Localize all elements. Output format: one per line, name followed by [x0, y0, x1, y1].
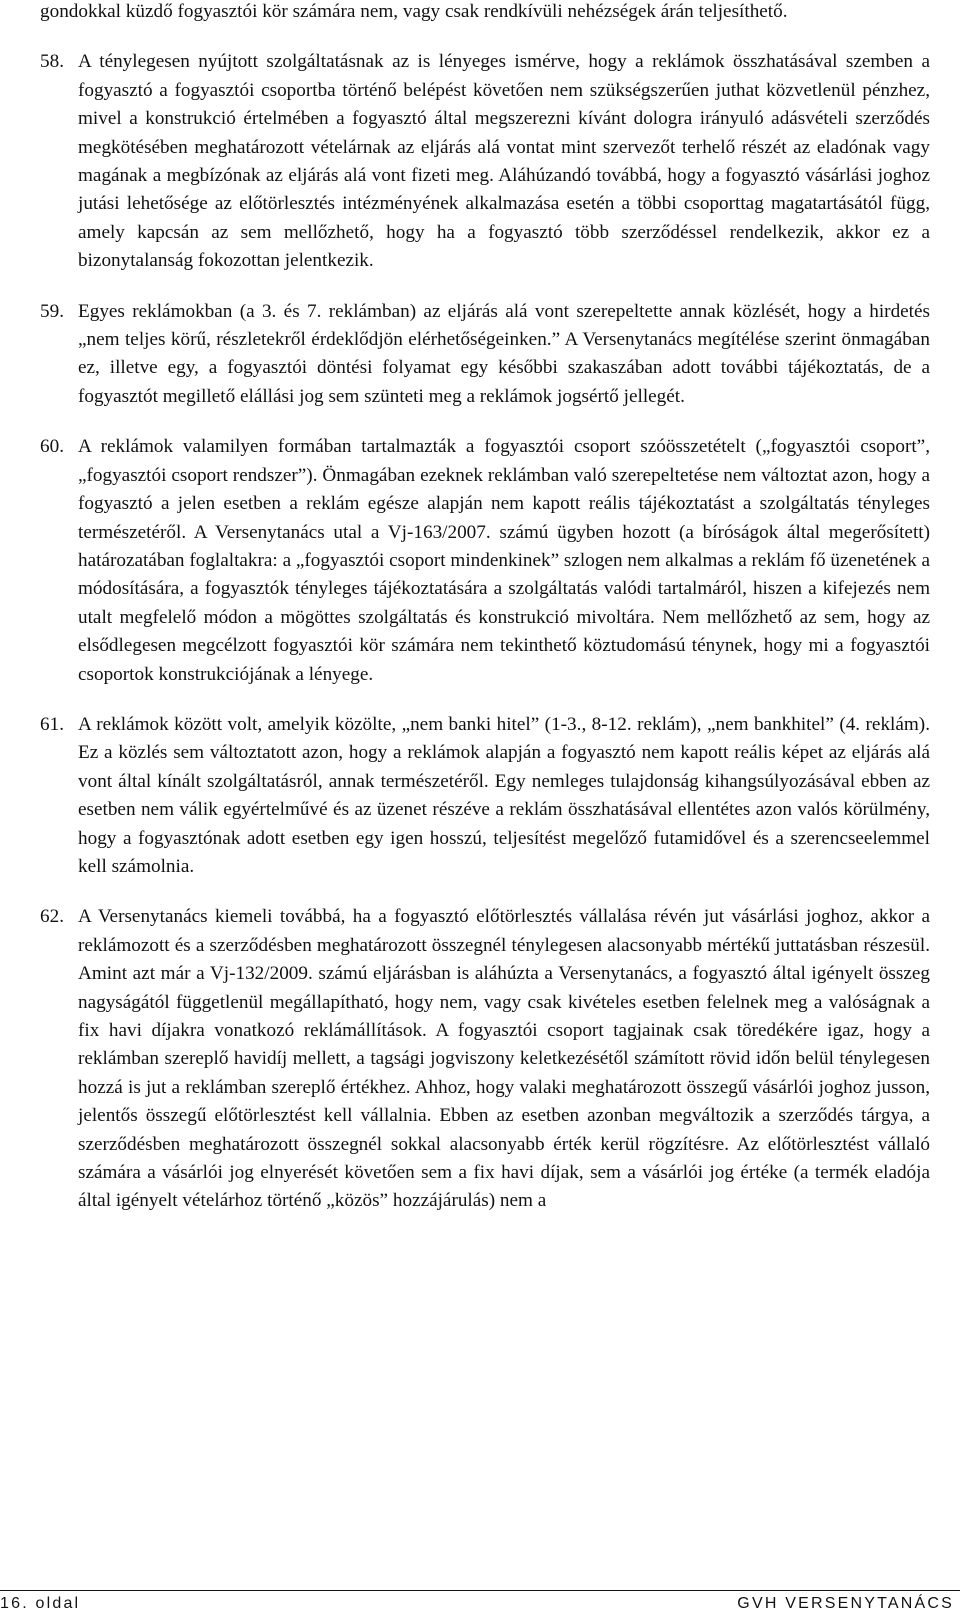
paragraph-text: A ténylegesen nyújtott szolgáltatásnak az is lényeges ismérve, hogy a reklámok összhatásával szemben a fogyasztó a fogyasztói csoportba történő belépést követően nem szükségszerűen juthat közvetlenül pénzhez, mivel a konstrukció értelmében a fogyasztó által megszerezni kívánt dologra irányuló adásvételi szerződés megkötésében meghatározott vételárnak az eljárás alá vontat mint szervezőt terhelő részét az eladónak vagy magának a megbízónak az eljárás alá vont fizeti meg. Aláhúzandó továbbá, hogy a fogyasztó vásárlási joghoz jutási lehetősége az előtörlesztés intézményének alkalmazása esetén a többi csoporttag magatartásától függ, amely kapcsán az sem mellőzhető, hogy ha a fogyasztó több szerződéssel rendelkezik, akkor ez a bizonytalanság fokozottan jelentkezik. [78, 51, 930, 272]
footer-divider [0, 1590, 960, 1591]
page-footer [0, 1590, 960, 1613]
paragraph-number: 61. [40, 713, 64, 735]
paragraph-number: 62. [40, 906, 64, 928]
intro-paragraph: gondokkal küzdő fogyasztói kör számára nem, vagy csak rendkívüli nehézségek árán teljesíthető. [40, 1, 788, 22]
paragraph-text: Egyes reklámokban (a 3. és 7. reklámban) az eljárás alá vont szerepeltette annak közlését, hogy a hirdetés „nem teljes körű, részletekről érdeklődjön elérhetőségeinken.” A Versenytanács megítélése szerint önmagában ez, illetve egy, a fogyasztói döntési folyamat egy későbbi szakaszában adott további tájékoztatás, de a fogyasztót megillető elállási jog sem szünteti meg a reklámok jogsértő jellegét. [78, 300, 930, 407]
paragraph-60 [40, 433, 930, 689]
document-page [40, 0, 930, 1238]
paragraph-text: A reklámok között volt, amelyik közölte, „nem banki hitel” (1-3., 8-12. reklám), „nem bankhitel” (4. reklám). Ez a közlés sem változtatott azon, hogy a reklámok alapján a fogyasztó nem kapott reális képet az eljárás alá vont által kínált szolgáltatásról, annak természetéről. Egy nemleges tulajdonság kihangsúlyozásával ebben az esetben nem válik egyértelművé és az üzenet részéve a reklám összhatásával ellentétes azon valós körülmény, hogy a fogyasztónak adott esetben egy igen hosszú, teljesítést megelőző futamidővel és a szerencseelemmel kell számolnia. [78, 713, 930, 877]
footer-organization: GVH VERSENYTANÁCS [737, 1595, 954, 1612]
paragraph-number: 60. [40, 436, 64, 458]
paragraph-59 [40, 298, 930, 412]
paragraph-62 [40, 903, 930, 1215]
paragraph-58 [40, 48, 930, 275]
paragraph-text: A reklámok valamilyen formában tartalmazták a fogyasztói csoport szóösszetételt („fogyasztói csoport”, „fogyasztói csoport rendszer”). Önmagában ezeknek reklámban való szerepeltetése nem változtat azon, hogy a fogyasztó a jelen esetben a reklám egésze alapján nem kapott reális tájékoztatást a szolgáltatás tényleges természetéről. A Versenytanács utal a Vj-163/2007. számú ügyben hozott (a bíróságok által megerősített) határozatában foglaltakra: a „fogyasztói csoport mindenkinek” szlogen nem alkalmas a reklám fő üzenetének a módosítására, a fogyasztók tényleges tájékoztatására a szolgáltatás valódi tartalmáról, hiszen a kifejezés nem utalt megfelelő módon a mögöttes szolgáltatás és konstrukció mivoltára. Nem mellőzhető az sem, hogy az elsődlegesen megcélzott fogyasztói kör számára nem tekinthető köztudomású ténynek, hogy mi a fogyasztói csoportok konstrukciójának a lényege. [78, 436, 930, 685]
paragraph-text: A Versenytanács kiemeli továbbá, ha a fogyasztó előtörlesztés vállalása révén jut vásárlási joghoz, akkor a reklámozott és a szerződésben meghatározott összegnél ténylegesen alacsonyabb mértékű juttatásban részesül. Amint azt már a Vj-132/2009. számú eljárásban is aláhúzta a Versenytanács, a fogyasztó által igényelt összeg nagyságától függetlenül megállapítható, hogy nem, vagy csak kivételes esetben felelnek meg a valóságnak a fix havi díjakra vonatkozó reklámállítások. A fogyasztói csoport tagjainak csak töredékére igaz, hogy a reklámban szereplő havidíj mellett, a tagsági jogviszony keletkezésétől számított rövid időn belül ténylegesen hozzá is jut a reklámban szereplő értékhez. Ahhoz, hogy valaki meghatározott összegű vásárlói joghoz jusson, jelentős összegű előtörlesztést kell vállalnia. Ebben az esetben azonban megváltozik a szerződés tárgya, a szerződésben meghatározott összegnél sokkal alacsonyabb érték kerül rögzítésre. Az előtörlesztést vállaló számára a vásárlói jog elnyerését követően sem a fix havi díjak, sem a vásárlói jog értéke (a termék eladója által igényelt vételárhoz történő „közös” hozzájárulás) nem a [78, 906, 930, 1212]
footer-page-number: 16. oldal [0, 1595, 81, 1612]
paragraph-61 [40, 711, 930, 881]
paragraph-number: 59. [40, 300, 64, 322]
paragraph-number: 58. [40, 51, 64, 73]
